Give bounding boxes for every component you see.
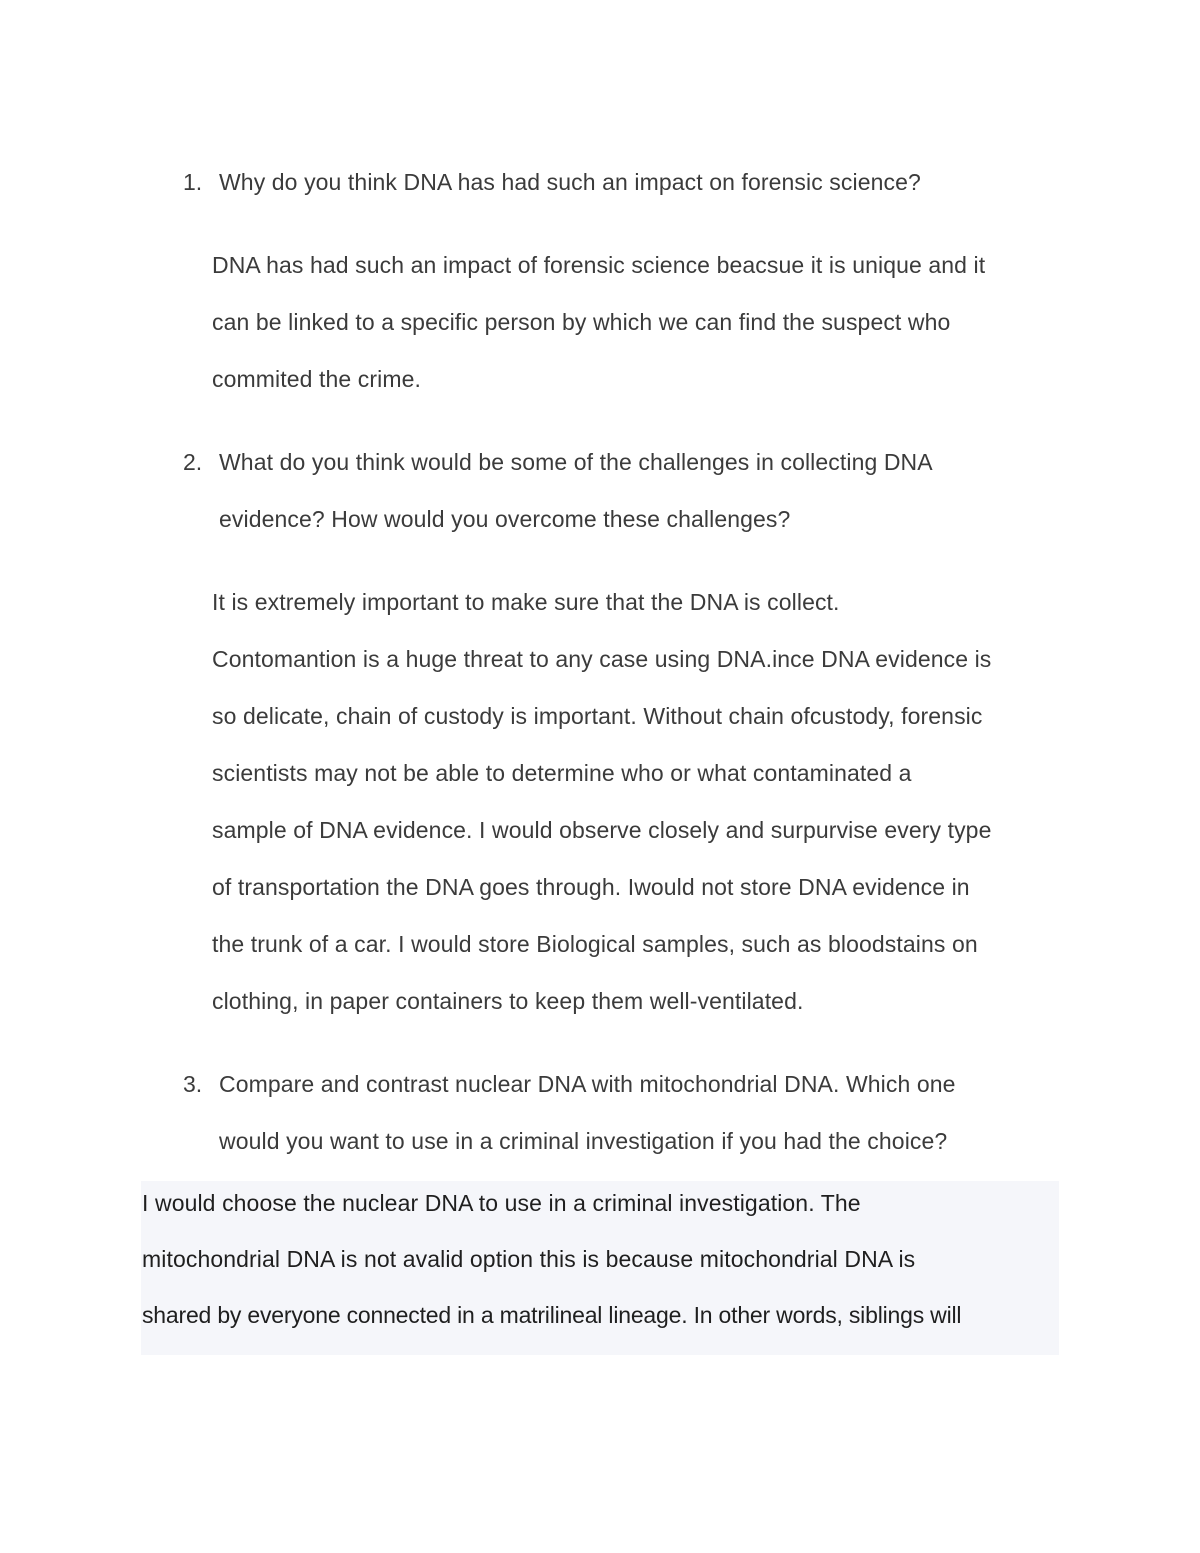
question-1-number: 1.: [183, 169, 203, 195]
question-3-text-line-2: would you want to use in a criminal investigation if you had the choice?: [219, 1128, 948, 1154]
answer-3-line-3: shared by everyone connected in a matrilineal lineage. In other words, siblings will: [142, 1302, 962, 1328]
question-3-number: 3.: [183, 1071, 203, 1097]
answer-2-line-1: It is extremely important to make sure that the DNA is collect.: [212, 589, 840, 615]
answer-2-line-8: clothing, in paper containers to keep them well-ventilated.: [212, 988, 804, 1014]
question-2-text-line-1: What do you think would be some of the challenges in collecting DNA: [219, 449, 933, 475]
answer-2-line-4: scientists may not be able to determine who or what contaminated a: [212, 760, 912, 786]
answer-2-line-7: the trunk of a car. I would store Biological samples, such as bloodstains on: [212, 931, 978, 957]
answer-2-line-2: Contomantion is a huge threat to any case using DNA.ince DNA evidence is: [212, 646, 992, 672]
question-1-text: Why do you think DNA has had such an impact on forensic science?: [219, 169, 921, 195]
answer-2-line-3: so delicate, chain of custody is important. Without chain ofcustody, forensic: [212, 703, 983, 729]
answer-3-line-1: I would choose the nuclear DNA to use in a criminal investigation. The: [142, 1190, 861, 1216]
answer-2-line-6: of transportation the DNA goes through. Iwould not store DNA evidence in: [212, 874, 970, 900]
question-2-text-line-2: evidence? How would you overcome these challenges?: [219, 506, 791, 532]
question-3-text-line-1: Compare and contrast nuclear DNA with mitochondrial DNA. Which one: [219, 1071, 956, 1097]
answer-1-line-1: DNA has had such an impact of forensic science beacsue it is unique and it: [212, 252, 986, 278]
answer-1-line-2: can be linked to a specific person by which we can find the suspect who: [212, 309, 951, 335]
answer-3-line-2: mitochondrial DNA is not avalid option this is because mitochondrial DNA is: [142, 1246, 916, 1272]
answer-1-line-3: commited the crime.: [212, 366, 421, 392]
answer-2-line-5: sample of DNA evidence. I would observe closely and surpurvise every type: [212, 817, 992, 843]
question-2-number: 2.: [183, 449, 203, 475]
